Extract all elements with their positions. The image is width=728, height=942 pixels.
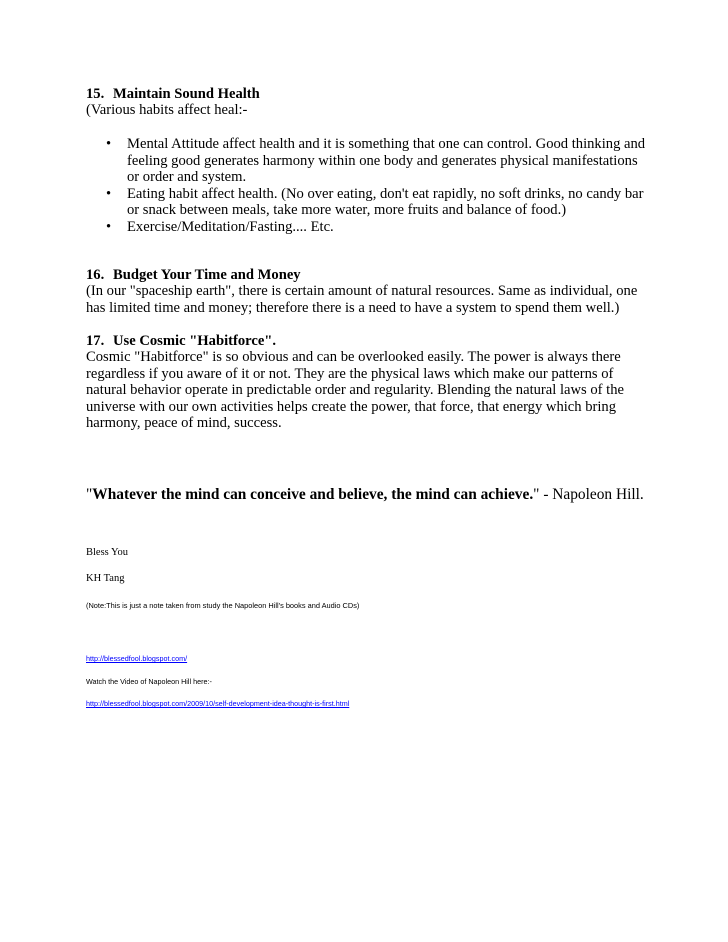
video-label: Watch the Video of Napoleon Hill here:- <box>86 677 212 686</box>
section-17-heading <box>86 333 276 350</box>
health-habits-list <box>86 136 646 236</box>
section-16-title: Budget Your Time and Money <box>113 267 301 283</box>
section-17-number: 17. <box>86 333 105 349</box>
bullet-icon: • <box>106 136 112 152</box>
section-15-heading <box>86 86 260 103</box>
section-17-title: Use Cosmic "Habitforce". <box>113 333 277 349</box>
list-item: • Mental Attitude affect health and it is something that one can control. Good thinking and feeling good generates harmony within one body and generates physical manifestations or order and system. <box>106 136 646 186</box>
bullet-icon: • <box>106 218 112 235</box>
bless-you-text: Bless You <box>86 547 129 558</box>
section-17-body: Cosmic "Habitforce" is so obvious and can be overlooked easily. The power is always there regardless if you aware of it or not. They are the physical laws which make our patterns of natural behavior operate in predictable order and regularity. Blending the natural laws of the universe with our own activities helps create the power, that force, that energy which bring harmony, peace of mind, success. <box>86 349 625 432</box>
section-16-heading <box>86 267 301 284</box>
source-note: (Note:This is just a note taken from study the Napoleon Hill's books and Audio CDs) <box>86 601 360 610</box>
section-16-number: 16. <box>86 267 105 283</box>
section-16-body: (In our "spaceship earth", there is certain amount of natural resources. Same as individual, one has limited time and money; therefore there is a need to have a system to spend them well.) <box>86 283 638 316</box>
bullet-icon: • <box>106 185 112 202</box>
quote-attribution: - Napoleon Hill. <box>539 486 644 503</box>
video-link[interactable]: http://blessedfool.blogspot.com/2009/10/self-development-idea-thought-is-first.html <box>86 699 350 708</box>
section-15-intro: (Various habits affect heal:- <box>86 102 248 118</box>
section-15-number: 15. <box>86 86 105 102</box>
blog-link[interactable]: http://blessedfool.blogspot.com/ <box>86 654 188 663</box>
quote-text: Whatever the mind can conceive and believe, the mind can achieve. <box>92 486 534 503</box>
list-item: • Exercise/Meditation/Fasting.... Etc. <box>106 218 334 235</box>
author-name: KH Tang <box>86 573 125 584</box>
napoleon-hill-quote: "Whatever the mind can conceive and believe, the mind can achieve." - Napoleon Hill. <box>86 486 644 503</box>
list-item: • Eating habit affect health. (No over eating, don't eat rapidly, no soft drinks, no candy bar or snack between meals, take more water, more fruits and balance of food.) <box>106 185 644 219</box>
section-15-title: Maintain Sound Health <box>113 86 260 102</box>
